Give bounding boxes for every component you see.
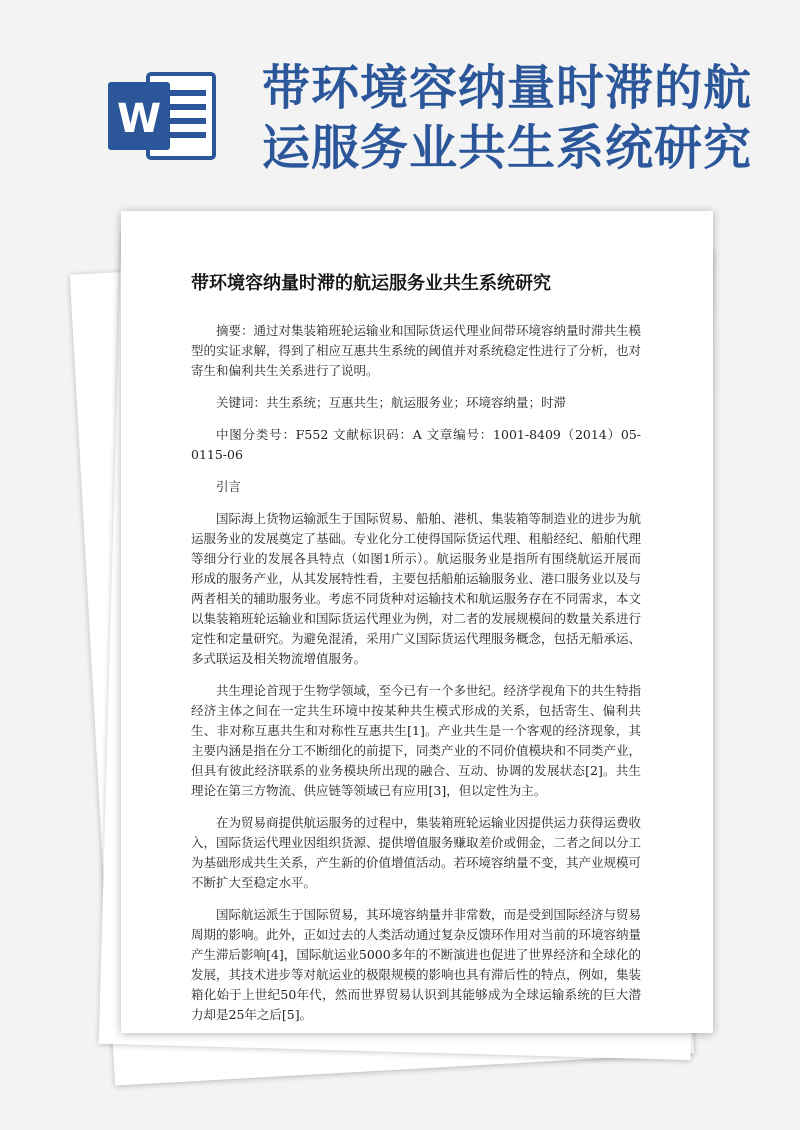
document-header-title: 带环境容纳量时滞的航运服务业共生系统研究 [262,60,753,176]
body-paragraph: 国际航运派生于国际贸易，其环境容纳量并非常数，而是受到国际经济与贸易周期的影响。此外，正如过去的人类活动通过复杂反馈环作用对当前的环境容纳量产生滞后影响[4]，国际航运业5000多年的不断演进也促进了世界经济和全球化的发展，其技术进步等对航运业的极限规模的影响也具有滞后性的特点，例如，集装箱化始于上世纪50年代，然而世界贸易认识到其能够成为全球运输系统的巨大潜力却是25年之后[5]。 [191,907,642,1022]
abstract: 摘要：通过对集装箱班轮运输业和国际货运代理业间带环境容纳量时滞共生模型的实证求解，得到了相应互惠共生系统的阈值并对系统稳定性进行了分析，也对寄生和偏利共生关系进行了说明。 [191,323,642,378]
keywords: 关键词：共生系统；互惠共生；航运服务业；环境容纳量；时滞 [216,395,567,410]
section-heading-intro: 引言 [216,479,242,494]
paper-sheet-front [121,211,713,1033]
document-body [191,271,641,1033]
body-paragraph: 共生理论首现于生物学领域，至今已有一个多世纪。经济学视角下的共生特指经济主体之间在一定共生环境中按某种共生模式形成的关系，包括寄生、偏利共生、非对称互惠共生和对称性互惠共生[1]。产业共生是一个客观的经济现象，其主要内涵是指在分工不断细化的前提下，同类产业的不同价值模块和不同类产业，但具有彼此经济联系的业务模块所出现的融合、互动、协调的发展状态[2]。共生理论在第三方物流、供应链等领域已有应用[3]，但以定性为主。 [191,683,642,798]
body-paragraph: 国际海上货物运输派生于国际贸易、船舶、港机、集装箱等制造业的进步为航运服务业的发展奠定了基础。专业化分工使得国际货运代理、租船经纪、船舶代理等细分行业的发展各具特点（如图1所示）。航运服务业是指所有围绕航运开展而形成的服务产业，从其发展特性看，主要包括船舶运输服务业、港口服务业以及与两者相关的辅助服务业。考虑不同货种对运输技术和航运服务存在不同需求，本文以集装箱班轮运输业和国际货运代理业为例，对二者的发展规模间的数量关系进行定性和定量研究。为避免混淆，采用广义国际货运代理服务概念，包括无船承运、多式联运及相关物流增值服务。 [191,511,642,666]
paper-title: 带环境容纳量时滞的航运服务业共生系统研究 [191,273,551,294]
classification-line: 中图分类号：F552 文献标识码：A 文章编号：1001-8409（2014）05-0115-06 [191,427,641,462]
body-paragraph: 在为贸易商提供航运服务的过程中，集装箱班轮运输业因提供运力获得运费收入，国际货运代理业因组织货源、提供增值服务赚取差价或佣金，二者之间以分工为基础形成共生关系，产生新的价值增值活动。若环境容纳量不变，其产业规模可不断扩大至稳定水平。 [191,815,642,890]
svg-text:W: W [116,96,162,142]
word-document-icon [108,68,218,164]
